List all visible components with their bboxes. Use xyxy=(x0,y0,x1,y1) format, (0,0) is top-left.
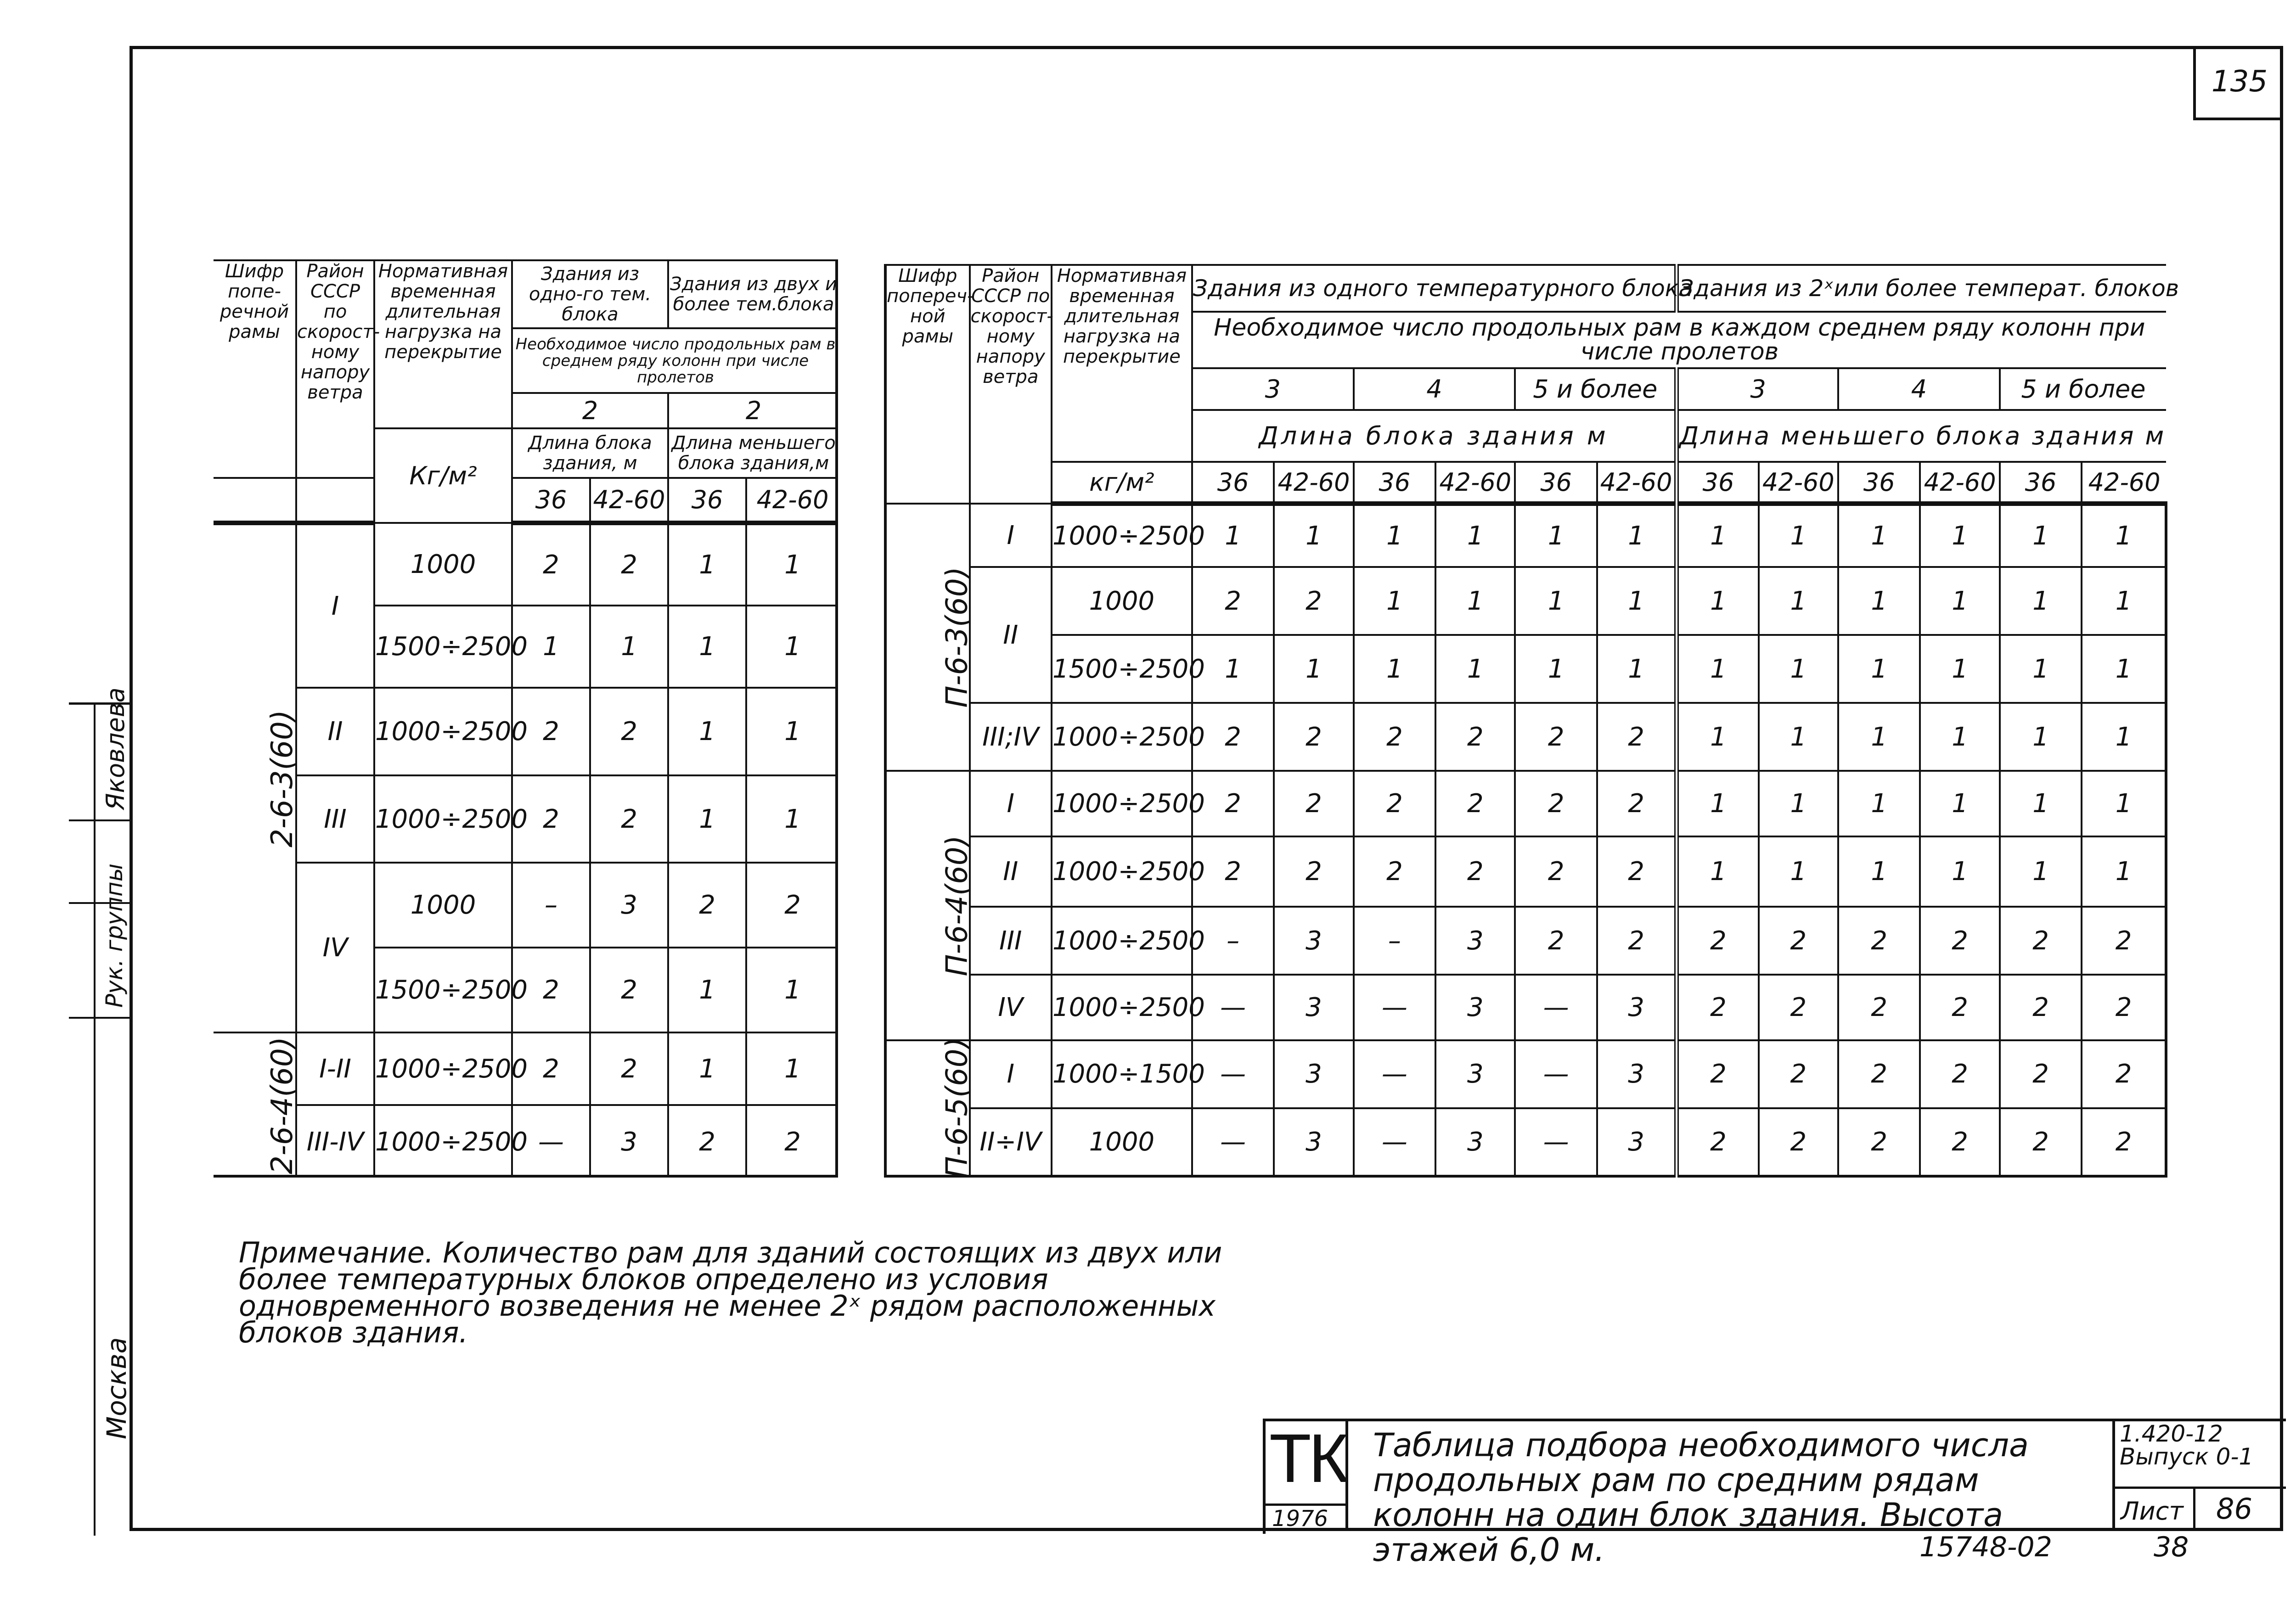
rt-cell: 1 xyxy=(2000,635,2082,703)
rt-head-len-a: Длина блока здания м xyxy=(1192,410,1677,461)
rt-cell: 2 xyxy=(1435,836,1515,907)
rt-group-shifr: П-6-5(60) xyxy=(885,1040,970,1176)
rt-cell: 1 xyxy=(2082,771,2166,836)
lt-cell: — xyxy=(512,1105,590,1178)
rt-cell: — xyxy=(1515,975,1597,1040)
rt-cell: 2 xyxy=(1597,836,1677,907)
rt-cell: 1 xyxy=(1759,504,1838,567)
rt-cell: — xyxy=(1192,1108,1274,1176)
lt-head-two-block: Здания из двух и более тем.блока xyxy=(668,260,838,328)
rt-cell: 2 xyxy=(1597,907,1677,975)
rt-cell: 2 xyxy=(2082,907,2166,975)
rt-cell: 1 xyxy=(2000,567,2082,635)
lt-rayon: I xyxy=(296,523,374,688)
rt-cell: 1 xyxy=(1597,567,1677,635)
rt-rayon: III xyxy=(970,907,1052,975)
lt-head-unit: Кг/м² xyxy=(374,428,512,523)
lt-cell: 2 xyxy=(512,1032,590,1105)
lt-cell: 2 xyxy=(590,688,668,775)
rt-cell: 3 xyxy=(1435,907,1515,975)
rt-cell: 3 xyxy=(1274,1108,1353,1176)
lt-cell: 1 xyxy=(668,606,746,688)
lt-cell: 1 xyxy=(746,948,838,1032)
rt-cell: 2 xyxy=(1354,836,1435,907)
rt-cell: 2 xyxy=(1435,771,1515,836)
rt-cell: 2 xyxy=(1838,1108,1920,1176)
rt-load: 1000÷2500 xyxy=(1052,975,1192,1040)
lt-cell: 2 xyxy=(746,1105,838,1178)
rt-cell: 1 xyxy=(1354,635,1435,703)
rt-cell: 2 xyxy=(1192,836,1274,907)
lt-group-shifr: 2-6-3(60) xyxy=(214,523,296,1032)
lt-cell: 1 xyxy=(746,523,838,606)
table-row xyxy=(214,1032,838,1105)
title-block-logo-cell xyxy=(1263,1419,1348,1531)
table-row xyxy=(885,504,2166,567)
rt-cell: 2 xyxy=(1920,907,1999,975)
lt-load: 1000 xyxy=(374,523,512,606)
lt-head-one-block: Здания из одно-го тем. блока xyxy=(512,260,668,328)
lt-cell: 1 xyxy=(512,606,590,688)
rt-cell: 1 xyxy=(1677,504,1758,567)
lt-cell: 2 xyxy=(590,523,668,606)
rt-col: 36 xyxy=(1677,462,1758,504)
rt-cell: 1 xyxy=(1759,635,1838,703)
rt-cell: 1 xyxy=(1435,504,1515,567)
rt-cell: 1 xyxy=(2082,635,2166,703)
lt-load: 1000÷2500 xyxy=(374,688,512,775)
table-row xyxy=(214,775,838,863)
rt-body xyxy=(885,504,2166,1179)
lt-cell: 3 xyxy=(590,1105,668,1178)
rt-cell: 2 xyxy=(1759,975,1838,1040)
rt-rayon: I xyxy=(970,1040,1052,1108)
rt-head-needed: Необходимое число продольных рам в каждом среднем ряду колонн при числе пролетов xyxy=(1192,312,2166,368)
rt-cell: 2 xyxy=(1677,907,1758,975)
lt-load: 1000÷2500 xyxy=(374,1105,512,1178)
rt-cell: 1 xyxy=(2000,836,2082,907)
lt-load: 1000÷2500 xyxy=(374,1032,512,1105)
rt-cell: 1 xyxy=(1597,504,1677,567)
rt-cell: 1 xyxy=(2000,504,2082,567)
rt-cell: — xyxy=(1515,1108,1597,1176)
lt-load: 1000 xyxy=(374,863,512,948)
issue-code: Выпуск 0-1 xyxy=(2120,1443,2254,1470)
rt-cell: 2 xyxy=(1920,1108,1999,1176)
rt-cell: 1 xyxy=(1677,771,1758,836)
rt-cell: 2 xyxy=(1274,703,1353,771)
rt-col: 36 xyxy=(1515,462,1597,504)
lt-cell: 1 xyxy=(668,948,746,1032)
lt-cell: 2 xyxy=(512,523,590,606)
rt-cell: 2 xyxy=(1759,1040,1838,1108)
rt-cell: 2 xyxy=(2082,1040,2166,1108)
rt-cell: 1 xyxy=(1920,703,1999,771)
table-row xyxy=(885,703,2166,771)
rt-col: 36 xyxy=(2000,462,2082,504)
rt-col: 42-60 xyxy=(1435,462,1515,504)
rt-col: 36 xyxy=(1838,462,1920,504)
lt-cell: 1 xyxy=(668,523,746,606)
rt-load: 1500÷2500 xyxy=(1052,635,1192,703)
rt-cell: 2 xyxy=(1354,703,1435,771)
rt-cell: 2 xyxy=(2000,1108,2082,1176)
rt-cell: 1 xyxy=(2082,504,2166,567)
rt-rayon: II xyxy=(970,567,1052,703)
lt-cell: 1 xyxy=(746,1032,838,1105)
lt-load: 1500÷2500 xyxy=(374,948,512,1032)
lt-cell: 2 xyxy=(512,948,590,1032)
rt-cell: 1 xyxy=(1759,836,1838,907)
rt-cell: — xyxy=(1192,975,1274,1040)
rt-cell: 1 xyxy=(2082,567,2166,635)
strip-role: Рук. группы xyxy=(101,863,128,1008)
rt-rayon: III;IV xyxy=(970,703,1052,771)
table-row xyxy=(885,635,2166,703)
rt-load: 1000 xyxy=(1052,1108,1192,1176)
rt-cell: 1 xyxy=(1192,635,1274,703)
rt-head-shifr: Шифр попереч-ной рамы xyxy=(885,265,970,504)
right-table xyxy=(884,264,2179,1179)
lt-cell: 2 xyxy=(512,688,590,775)
rt-head-one-block: Здания из одного температурного блока xyxy=(1192,265,1677,312)
lt-head-len-b: Длина меньшего блока здания,м xyxy=(668,428,838,478)
rt-cell: 2 xyxy=(1677,1108,1758,1176)
rt-col: 36 xyxy=(1192,462,1274,504)
rt-cell: — xyxy=(1354,1108,1435,1176)
rt-cell: — xyxy=(1354,1040,1435,1108)
title-text: Таблица подбора необходимого числа продольных рам по средним рядам колонн на один блок здания. Высота этажей 6,0 м. xyxy=(1373,1426,2029,1569)
title-year: 1976 xyxy=(1272,1506,1328,1532)
rt-head-span: 5 и более xyxy=(2000,368,2166,410)
rt-cell: 1 xyxy=(1838,703,1920,771)
rt-head-span: 3 xyxy=(1192,368,1354,410)
rt-load: 1000 xyxy=(1052,567,1192,635)
rt-rayon: II÷IV xyxy=(970,1108,1052,1176)
rt-cell: 1 xyxy=(1677,703,1758,771)
rt-col: 42-60 xyxy=(1920,462,1999,504)
strip-name: Яковлева xyxy=(101,687,130,810)
lt-cell: – xyxy=(512,863,590,948)
rt-head-rayon: Район СССР по скорост-ному напору ветра xyxy=(970,265,1052,504)
rt-cell: 2 xyxy=(1677,975,1758,1040)
rt-cell: 2 xyxy=(2000,975,2082,1040)
lt-head-len-a: Длина блока здания, м xyxy=(512,428,668,478)
rt-cell: 1 xyxy=(1274,504,1353,567)
rt-cell: 3 xyxy=(1435,1040,1515,1108)
rt-cell: 3 xyxy=(1597,975,1677,1040)
rt-cell: 3 xyxy=(1274,975,1353,1040)
rt-cell: 1 xyxy=(1838,504,1920,567)
lt-cell: 2 xyxy=(590,1032,668,1105)
lt-head-shifr: Шифр попе-речной рамы xyxy=(214,260,296,478)
left-stamp-strip xyxy=(69,687,132,1536)
rt-cell: 1 xyxy=(1515,504,1597,567)
lt-col-4260b: 42-60 xyxy=(746,478,838,523)
rt-cell: 2 xyxy=(1192,567,1274,635)
rt-cell: 2 xyxy=(1838,975,1920,1040)
rt-cell: 1 xyxy=(1920,635,1999,703)
rt-head-span: 5 и более xyxy=(1515,368,1677,410)
rt-cell: 2 xyxy=(1838,907,1920,975)
rt-cell: 1 xyxy=(1759,771,1838,836)
lt-cell: 1 xyxy=(746,606,838,688)
rt-cell: 1 xyxy=(1759,567,1838,635)
table-row xyxy=(885,836,2166,907)
rt-head-unit: кг/м² xyxy=(1052,462,1192,504)
rt-cell: 2 xyxy=(1597,703,1677,771)
rt-cell: 1 xyxy=(1192,504,1274,567)
rt-cell: 3 xyxy=(1435,1108,1515,1176)
rt-col: 36 xyxy=(1354,462,1435,504)
lt-cell: 3 xyxy=(590,863,668,948)
rt-cell: 1 xyxy=(1677,635,1758,703)
rt-rayon: II xyxy=(970,836,1052,907)
rt-cell: – xyxy=(1354,907,1435,975)
rt-col: 42-60 xyxy=(2082,462,2166,504)
table-row xyxy=(214,863,838,948)
lt-head-norm: Нормативная временная длительная нагрузка на перекрытие xyxy=(374,260,512,428)
lt-col-36b: 36 xyxy=(668,478,746,523)
rt-cell: 1 xyxy=(2000,703,2082,771)
rt-cell: 1 xyxy=(1354,567,1435,635)
rt-cell: 1 xyxy=(1435,635,1515,703)
strip-city: Москва xyxy=(101,1337,132,1439)
rt-cell: 1 xyxy=(1920,771,1999,836)
rt-load: 1000÷2500 xyxy=(1052,703,1192,771)
sheet-label: Лист xyxy=(2121,1497,2183,1526)
page-number: 135 xyxy=(2193,46,2283,120)
rt-cell: 2 xyxy=(1677,1040,1758,1108)
rt-cell: 2 xyxy=(1838,1040,1920,1108)
table-row xyxy=(885,907,2166,975)
rt-group-shifr: П-6-3(60) xyxy=(885,504,970,771)
rt-head-span: 3 xyxy=(1677,368,1838,410)
lt-group-shifr: 2-6-4(60) xyxy=(214,1032,296,1178)
rt-cell: 2 xyxy=(1759,907,1838,975)
rt-cell: 2 xyxy=(1515,703,1597,771)
rt-load: 1000÷2500 xyxy=(1052,504,1192,567)
rt-head-span: 4 xyxy=(1838,368,2000,410)
rt-col: 42-60 xyxy=(1759,462,1838,504)
rt-cell: 2 xyxy=(1435,703,1515,771)
rt-head-two-block: Здания из 2ˣили более температ. блоков xyxy=(1677,265,2166,312)
rt-cell: 2 xyxy=(1354,771,1435,836)
table-row xyxy=(885,1040,2166,1108)
lt-head-span-b: 2 xyxy=(668,393,838,428)
tk-logo: ТК xyxy=(1269,1419,1346,1497)
title-block-right xyxy=(2112,1419,2286,1531)
rt-cell: 1 xyxy=(1274,635,1353,703)
rt-rayon: I xyxy=(970,771,1052,836)
sheet-number: 86 xyxy=(2216,1492,2252,1526)
rt-cell: 1 xyxy=(1677,567,1758,635)
lt-cell: 2 xyxy=(668,1105,746,1178)
lt-load: 1000÷2500 xyxy=(374,775,512,863)
rt-cell: 1 xyxy=(2082,703,2166,771)
lt-head-rayon: Район СССР по скорост-ному напору ветра xyxy=(296,260,374,478)
lt-cell: 1 xyxy=(746,775,838,863)
lt-load: 1500÷2500 xyxy=(374,606,512,688)
rt-cell: 1 xyxy=(1838,635,1920,703)
rt-cell: 1 xyxy=(1759,703,1838,771)
rt-group-shifr: П-6-4(60) xyxy=(885,771,970,1040)
table-row xyxy=(214,688,838,775)
rt-cell: 2 xyxy=(1274,836,1353,907)
rt-cell: 2 xyxy=(2000,907,2082,975)
rt-cell: 1 xyxy=(2082,836,2166,907)
rt-col: 42-60 xyxy=(1274,462,1353,504)
bottom-page-number: 38 xyxy=(2154,1531,2189,1563)
rt-cell: 2 xyxy=(1597,771,1677,836)
rt-col: 42-60 xyxy=(1597,462,1677,504)
table-row xyxy=(885,1108,2166,1176)
rt-cell: 2 xyxy=(1759,1108,1838,1176)
rt-cell: 3 xyxy=(1597,1040,1677,1108)
table-row xyxy=(885,771,2166,836)
rt-cell: 1 xyxy=(1838,771,1920,836)
rt-cell: 2 xyxy=(1192,771,1274,836)
rt-cell: 1 xyxy=(1920,567,1999,635)
lt-rayon: II xyxy=(296,688,374,775)
rt-cell: 2 xyxy=(1515,907,1597,975)
rt-cell: 2 xyxy=(1274,567,1353,635)
lt-rayon: III-IV xyxy=(296,1105,374,1178)
rt-load: 1000÷2500 xyxy=(1052,771,1192,836)
rt-cell: — xyxy=(1354,975,1435,1040)
lt-cell: 2 xyxy=(668,863,746,948)
rt-cell: 3 xyxy=(1597,1108,1677,1176)
rt-cell: 1 xyxy=(1920,836,1999,907)
table-row xyxy=(214,1105,838,1178)
rt-cell: 1 xyxy=(1677,836,1758,907)
rt-head-len-b: Длина меньшего блока здания м xyxy=(1677,410,2166,461)
rt-cell: 2 xyxy=(1920,1040,1999,1108)
rt-cell: 2 xyxy=(1920,975,1999,1040)
rt-cell: 2 xyxy=(2082,1108,2166,1176)
table-row xyxy=(214,523,838,606)
left-table xyxy=(214,259,838,1178)
lt-col-4260a: 42-60 xyxy=(590,478,668,523)
lt-cell: 1 xyxy=(746,688,838,775)
lt-rayon: IV xyxy=(296,863,374,1032)
rt-cell: 3 xyxy=(1435,975,1515,1040)
rt-cell: 2 xyxy=(2000,1040,2082,1108)
rt-cell: — xyxy=(1192,1040,1274,1108)
rt-cell: 1 xyxy=(1354,504,1435,567)
rt-cell: 1 xyxy=(1920,504,1999,567)
rt-cell: 1 xyxy=(1597,635,1677,703)
rt-head-span: 4 xyxy=(1354,368,1515,410)
lt-col-36a: 36 xyxy=(512,478,590,523)
rt-load: 1000÷2500 xyxy=(1052,907,1192,975)
rt-cell: 2 xyxy=(1515,771,1597,836)
rt-cell: 1 xyxy=(1838,567,1920,635)
lt-cell: 2 xyxy=(590,775,668,863)
rt-rayon: I xyxy=(970,504,1052,567)
rt-cell: 2 xyxy=(1192,703,1274,771)
lt-rayon: I-II xyxy=(296,1032,374,1105)
rt-cell: 3 xyxy=(1274,907,1353,975)
rt-load: 1000÷1500 xyxy=(1052,1040,1192,1108)
rt-head-norm: Нормативная временная длительная нагрузка на перекрытие xyxy=(1052,265,1192,462)
rt-cell: 3 xyxy=(1274,1040,1353,1108)
rt-cell: 1 xyxy=(1435,567,1515,635)
lt-cell: 2 xyxy=(512,775,590,863)
table-row xyxy=(885,975,2166,1040)
lt-cell: 1 xyxy=(668,688,746,775)
lt-head-needed: Необходимое число продольных рам в среднем ряду колонн при числе пролетов xyxy=(512,328,838,393)
rt-cell: 2 xyxy=(1274,771,1353,836)
rt-cell: — xyxy=(1515,1040,1597,1108)
rt-cell: 1 xyxy=(2000,771,2082,836)
lt-cell: 1 xyxy=(590,606,668,688)
table-row xyxy=(885,567,2166,635)
lt-cell: 1 xyxy=(668,775,746,863)
inventory-number: 15748-02 xyxy=(1919,1531,2052,1563)
rt-cell: 1 xyxy=(1515,567,1597,635)
rt-rayon: IV xyxy=(970,975,1052,1040)
series-code: 1.420-12 xyxy=(2120,1420,2223,1447)
rt-cell: 2 xyxy=(1515,836,1597,907)
rt-cell: – xyxy=(1192,907,1274,975)
rt-cell: 1 xyxy=(1838,836,1920,907)
note-text: Примечание. Количество рам для зданий состоящих из двух или более температурных блоков определено из условия одновременного возведения не менее 2ˣ рядом расположенных блоков здания. xyxy=(239,1236,1222,1349)
rt-cell: 2 xyxy=(2082,975,2166,1040)
lt-cell: 1 xyxy=(668,1032,746,1105)
lt-cell: 2 xyxy=(746,863,838,948)
lt-head-span-a: 2 xyxy=(512,393,668,428)
lt-cell: 2 xyxy=(590,948,668,1032)
rt-load: 1000÷2500 xyxy=(1052,836,1192,907)
rt-cell: 1 xyxy=(1515,635,1597,703)
lt-rayon: III xyxy=(296,775,374,863)
